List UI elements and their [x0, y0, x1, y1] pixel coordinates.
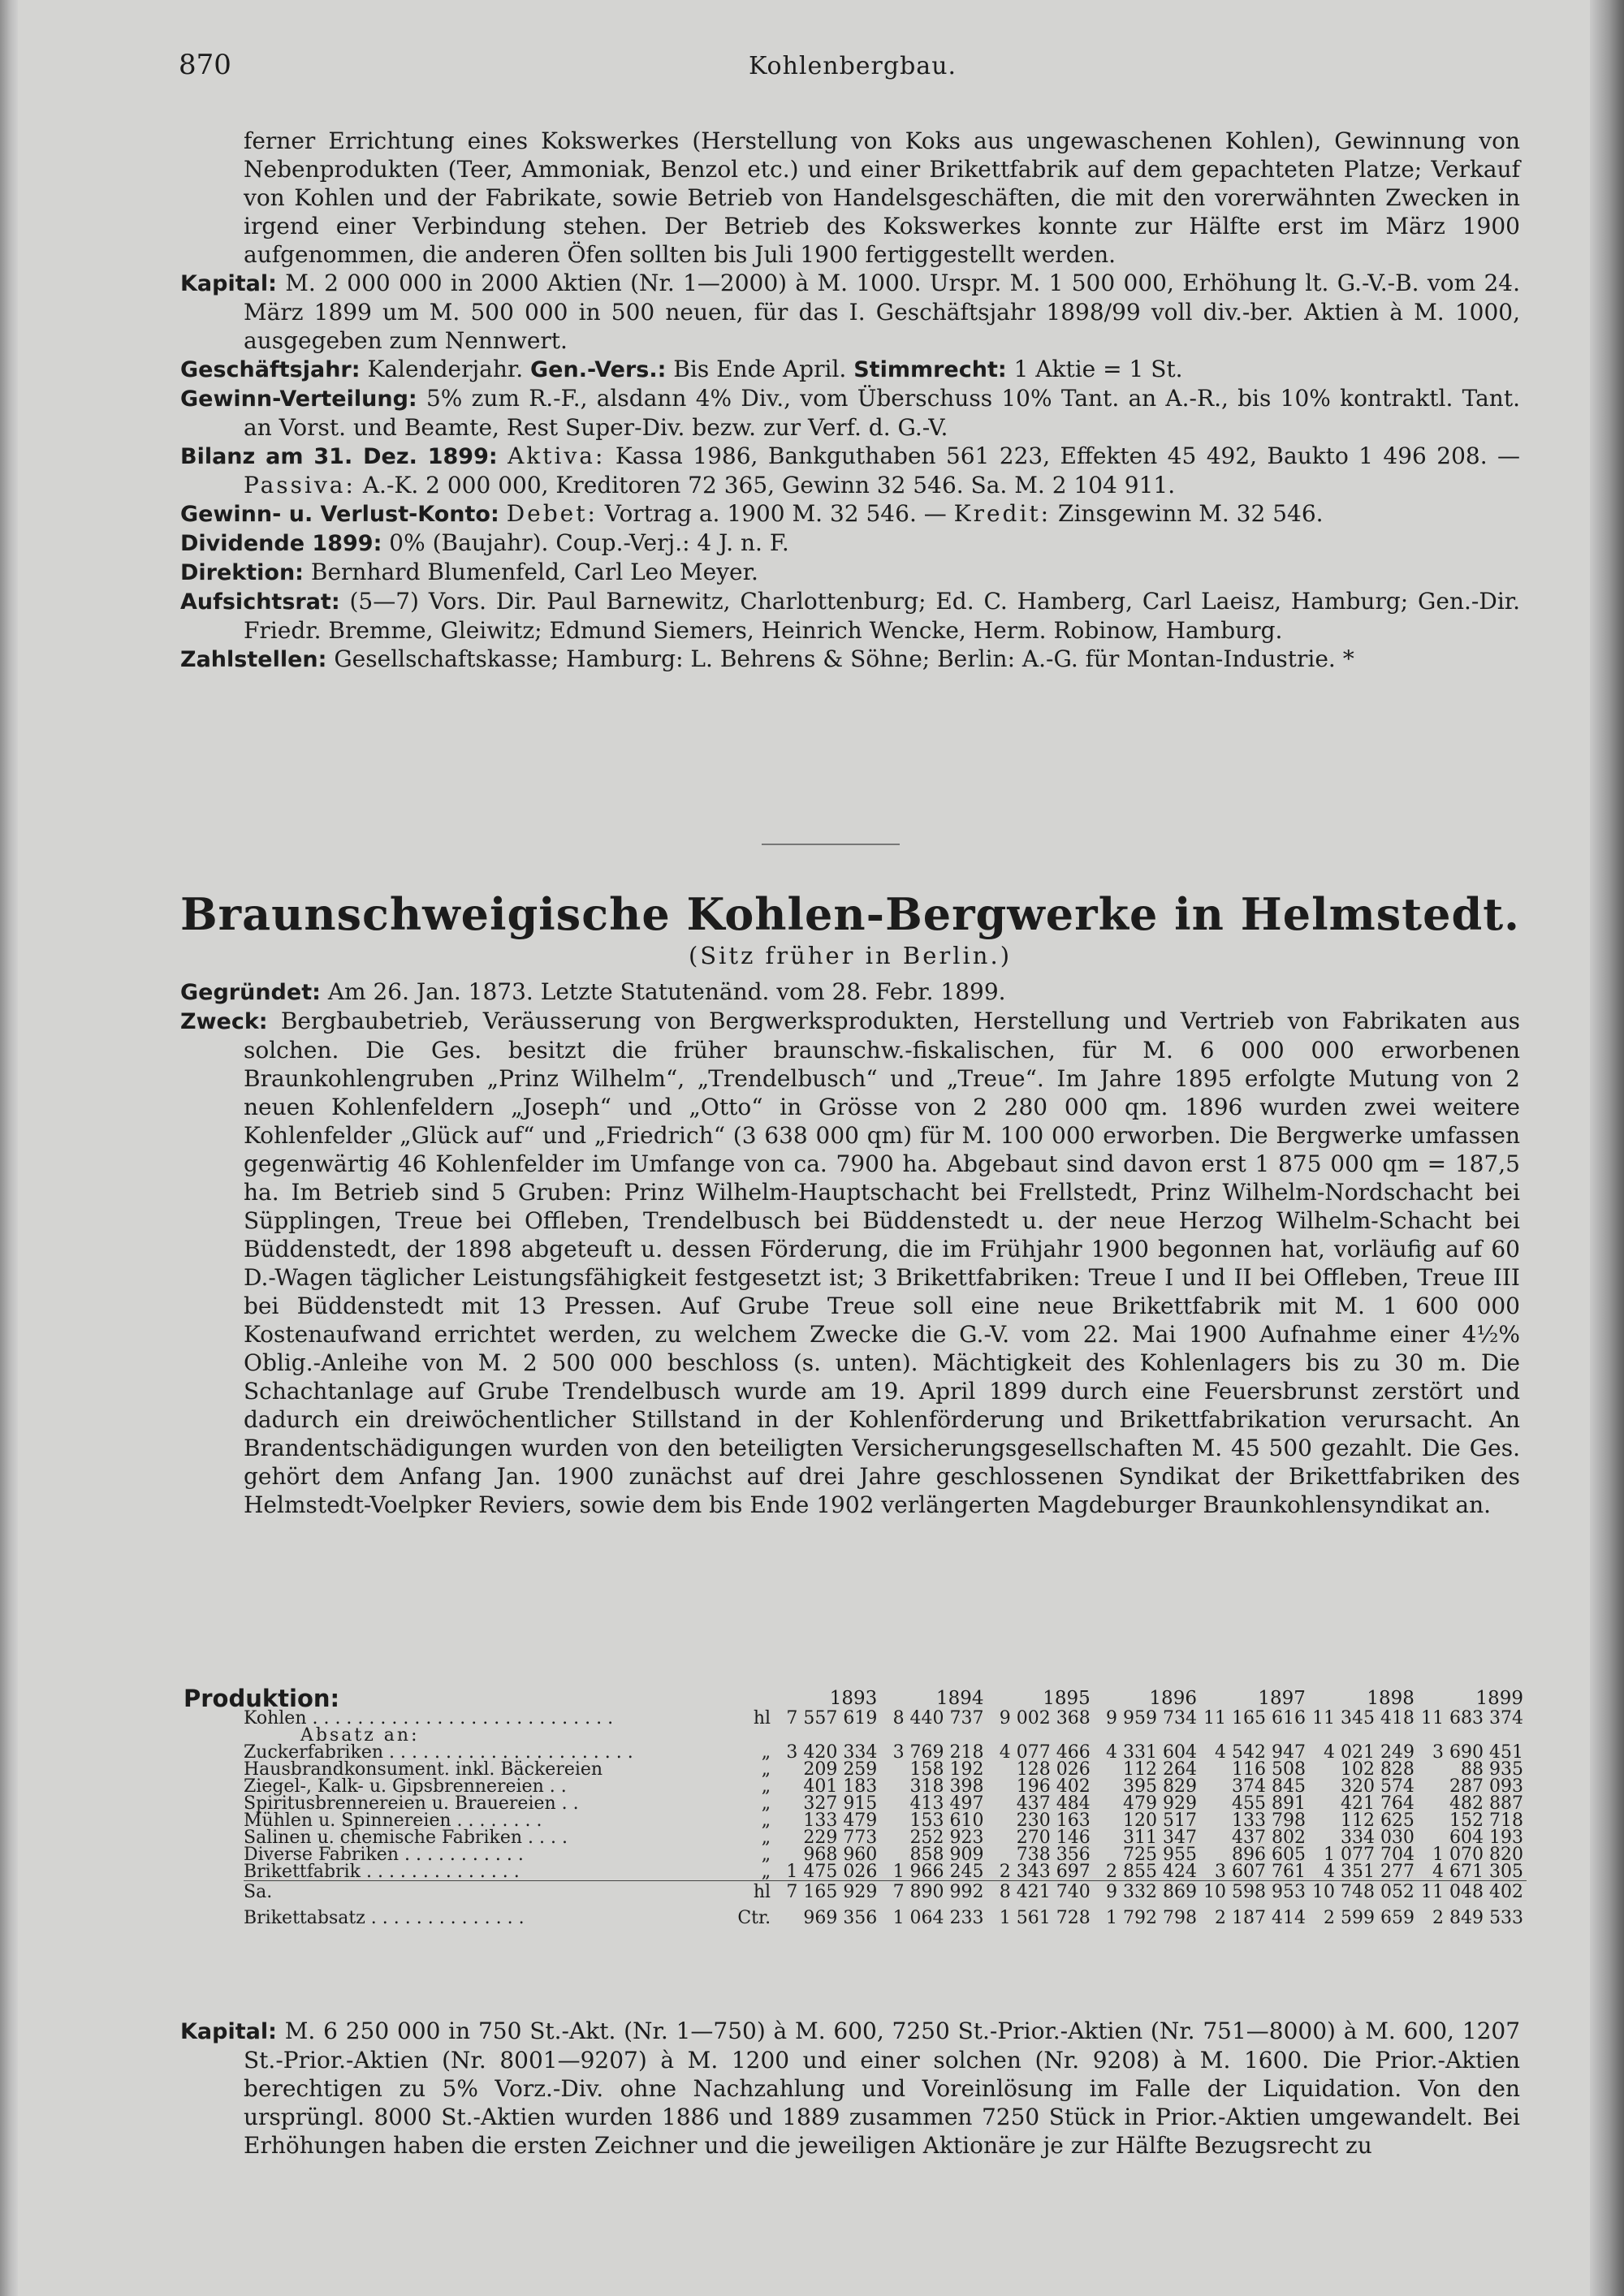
row-label: Sa.: [244, 1881, 734, 1905]
table-cell: 9 332 869: [1094, 1881, 1200, 1905]
table-cell: 252 923: [909, 1828, 984, 1848]
table-cell: [774, 1727, 880, 1744]
row-unit: Ctr.: [737, 1908, 771, 1928]
table-cell: 437 802: [1231, 1828, 1306, 1848]
table-cell: 311 347: [1122, 1828, 1197, 1848]
table-cell: 153 610: [909, 1810, 984, 1831]
table-cell: 10 748 052: [1309, 1881, 1418, 1905]
table-cell: 209 259: [803, 1759, 878, 1780]
zweck-label: Zweck:: [180, 1009, 268, 1034]
gegruendet: [180, 978, 1520, 1007]
aufsichtsrat-label: Aufsichtsrat:: [180, 589, 340, 615]
table-cell: 152 718: [1449, 1810, 1523, 1831]
table-cell: 2 343 697: [999, 1862, 1091, 1882]
year-header-row: [244, 1687, 1527, 1710]
zweck: [180, 1007, 1520, 1519]
company-kapital-label: Kapital:: [180, 2019, 277, 2044]
table-row: [244, 1778, 1527, 1795]
stimmrecht-text: 1 Aktie = 1 St.: [1013, 356, 1183, 382]
table-row: [244, 1727, 1527, 1744]
table-cell: 1 561 728: [999, 1908, 1091, 1928]
prev-kapital-label: Kapital:: [180, 271, 277, 296]
table-cell: [987, 1727, 1094, 1744]
prev-zahlstellen: [180, 645, 1520, 674]
table-cell: 8 421 740: [987, 1881, 1094, 1905]
year-header: 1893: [829, 1687, 878, 1709]
table-cell: 4 331 604: [1106, 1742, 1197, 1763]
zahlstellen-text: Gesellschaftskasse; Hamburg: L. Behrens & Söhne; Berlin: A.-G. für Montan-Industrie. *: [334, 645, 1354, 672]
table-cell: 858 909: [909, 1845, 984, 1865]
row-unit: „: [761, 1776, 771, 1797]
year-header: 1896: [1149, 1687, 1197, 1709]
year-header: 1894: [935, 1687, 984, 1709]
table-row: [244, 1881, 1527, 1905]
table-cell: 196 402: [1016, 1776, 1091, 1797]
guv-debet-label: Debet:: [506, 500, 598, 527]
gegruendet-text: Am 26. Jan. 1873. Letzte Statutenänd. vom 28. Febr. 1899.: [327, 978, 1006, 1005]
table-cell: 320 574: [1340, 1776, 1415, 1797]
dividende-text: 0% (Baujahr). Coup.-Verj.: 4 J. n. F.: [389, 529, 789, 556]
table-cell: 738 356: [1016, 1845, 1091, 1865]
row-label: Hausbrandkonsument. inkl. Bäckereien: [244, 1759, 603, 1780]
company-entry: [180, 978, 1520, 1519]
company-kapital: [180, 2017, 1520, 2160]
prev-kapital: [180, 269, 1520, 355]
table-cell: 120 517: [1122, 1810, 1197, 1831]
table-cell: [880, 1727, 987, 1744]
row-unit: „: [761, 1828, 771, 1848]
guv-debet-text: Vortrag a. 1900 M. 32 546. —: [604, 500, 947, 527]
row-unit: „: [761, 1862, 771, 1882]
prev-aufsichtsrat: [180, 587, 1520, 645]
table-cell: 4 351 277: [1323, 1862, 1415, 1882]
table-cell: 158 192: [909, 1759, 984, 1780]
page-number: 870: [179, 49, 231, 81]
table-cell: 1 077 704: [1323, 1845, 1415, 1865]
table-cell: 604 193: [1449, 1828, 1523, 1848]
table-cell: 437 484: [1016, 1793, 1091, 1814]
zweck-continuation: ferner Errichtung eines Kokswerkes (Herstellung von Koks aus ungewaschenen Kohlen), Gewinnung von Nebenprodukten (Teer, Ammoniak, Benzol etc.) und einer Brikettfabrik auf dem gepachteten Platze; Verkauf von Kohlen und der Fabrikate, sowie Betrieb von Handelsgeschäften, die mit den vorerwähnten Zwecken in irgend einer Verbindung stehen. Der Betrieb des Kokswerkes konnte zur Hälfte erst im März 1900 aufgenommen, die anderen Öfen sollten bis Juli 1900 fertiggestellt werden.: [244, 127, 1520, 268]
table-cell: 2 599 659: [1323, 1908, 1415, 1928]
table-cell: 116 508: [1231, 1759, 1306, 1780]
prev-guv: [180, 499, 1520, 529]
table-cell: 455 891: [1231, 1793, 1306, 1814]
table-cell: 3 607 761: [1214, 1862, 1306, 1882]
table-row: [244, 1829, 1527, 1846]
zahlstellen-label: Zahlstellen:: [180, 647, 327, 672]
table-cell: 4 542 947: [1214, 1742, 1306, 1763]
table-cell: 896 605: [1231, 1845, 1306, 1865]
prev-direktion: [180, 558, 1520, 587]
table-row: [244, 1846, 1527, 1863]
gewv-text: 5% zum R.-F., alsdann 4% Div., vom Überschuss 10% Tant. an A.-R., bis 10% kontraktl. Tant. an Vorst. und Beamte, Rest Super-Div. bezw. zur Verf. d. G.-V.: [244, 385, 1520, 441]
table-cell: 3 690 451: [1432, 1742, 1523, 1763]
row-label: Spiritusbrennereien u. Brauereien . .: [244, 1793, 579, 1814]
row-label: Zuckerfabriken . . . . . . . . . . . . . . . . . . . . . .: [244, 1742, 633, 1763]
table-cell: 133 798: [1231, 1810, 1306, 1831]
guv-kredit-text: Zinsgewinn M. 32 546.: [1058, 500, 1324, 527]
table-cell: 334 030: [1340, 1828, 1415, 1848]
table-cell: [1418, 1727, 1527, 1744]
table-cell: 7 165 929: [774, 1881, 880, 1905]
row-label: Mühlen u. Spinnereien . . . . . . . .: [244, 1810, 542, 1831]
row-label: Absatz an:: [300, 1725, 420, 1746]
table-cell: 2 849 533: [1432, 1908, 1523, 1928]
direktion-label: Direktion:: [180, 560, 304, 585]
table-cell: 1 966 245: [892, 1862, 984, 1882]
produktion-label: Produktion:: [184, 1685, 340, 1712]
page-right-edge: [1590, 0, 1624, 2296]
table-cell: 9 002 368: [999, 1708, 1091, 1728]
table-cell: 482 887: [1449, 1793, 1523, 1814]
row-unit: „: [761, 1742, 771, 1763]
table-cell: 230 163: [1016, 1810, 1091, 1831]
production-table: [244, 1687, 1527, 1933]
table-cell: 413 497: [909, 1793, 984, 1814]
table-cell: [1094, 1727, 1200, 1744]
previous-entry: [180, 127, 1520, 674]
section-divider: [762, 844, 900, 845]
stimmrecht-label: Stimmrecht:: [853, 357, 1007, 382]
row-unit: „: [761, 1759, 771, 1780]
row-unit: „: [761, 1793, 771, 1814]
table-cell: 11 165 616: [1203, 1708, 1306, 1728]
table-cell: 318 398: [909, 1776, 984, 1797]
running-title: Kohlenbergbau.: [748, 52, 957, 80]
prev-kapital-text: M. 2 000 000 in 2000 Aktien (Nr. 1—2000) à M. 1000. Urspr. M. 1 500 000, Erhöhung lt. G.-V.-B. vom 24. März 1899 um M. 500 000 in 500 neuen, für das I. Geschäftsjahr 1898/99 voll div.-ber. Aktien à M. 1000, ausgegeben zum Nennwert.: [244, 270, 1520, 354]
row-label: Brikettabsatz . . . . . . . . . . . . . .: [244, 1908, 525, 1928]
bilanz-label: Bilanz am 31. Dez. 1899:: [180, 444, 498, 469]
table-cell: 1 792 798: [1106, 1908, 1197, 1928]
table-cell: 374 845: [1231, 1776, 1306, 1797]
table-cell: 7 890 992: [880, 1881, 987, 1905]
table-cell: 2 855 424: [1106, 1862, 1197, 1882]
table-row: [244, 1795, 1527, 1812]
table-cell: 4 077 466: [999, 1742, 1091, 1763]
prev-dividende: [180, 529, 1520, 558]
table-cell: 401 183: [803, 1776, 878, 1797]
table-cell: 1 070 820: [1432, 1845, 1523, 1865]
page-header: [179, 49, 1527, 89]
dividende-label: Dividende 1899:: [180, 531, 382, 556]
year-header: 1899: [1475, 1687, 1523, 1709]
guv-label: Gewinn- u. Verlust-Konto:: [180, 502, 499, 527]
table-cell: 4 021 249: [1323, 1742, 1415, 1763]
table-cell: 395 829: [1122, 1776, 1197, 1797]
table-cell: 4 671 305: [1432, 1862, 1523, 1882]
header-spacer: [734, 1687, 774, 1710]
table-cell: 421 764: [1340, 1793, 1415, 1814]
table-cell: 229 773: [803, 1828, 878, 1848]
table-cell: 88 935: [1461, 1759, 1523, 1780]
row-unit: hl: [734, 1881, 774, 1905]
table-cell: 11 683 374: [1421, 1708, 1523, 1728]
page-left-edge: [0, 0, 18, 2296]
table-cell: 479 929: [1122, 1793, 1197, 1814]
table-row: [244, 1812, 1527, 1829]
table-cell: 7 557 619: [786, 1708, 878, 1728]
row-unit: [734, 1727, 774, 1744]
bilanz-aktiva-label: Aktiva:: [508, 442, 606, 469]
gj-label: Geschäftsjahr:: [180, 357, 361, 382]
table-cell: [1200, 1727, 1309, 1744]
table-cell: 3 420 334: [786, 1742, 878, 1763]
row-unit: hl: [753, 1708, 771, 1728]
table-cell: 287 093: [1449, 1776, 1523, 1797]
company-subtitle: (Sitz früher in Berlin.): [688, 942, 1013, 969]
company-title: Braunschweigische Kohlen-Bergwerke in Helmstedt.: [180, 888, 1520, 940]
table-cell: 112 264: [1122, 1759, 1197, 1780]
bilanz-aktiva-text: Kassa 1986, Bankguthaben 561 223, Effekten 45 492, Baukto 1 496 208. —: [615, 442, 1521, 469]
year-header: 1895: [1043, 1687, 1091, 1709]
table-cell: 1 475 026: [786, 1862, 878, 1882]
row-label: Ziegel-, Kalk- u. Gipsbrennereien . .: [244, 1776, 567, 1797]
table-cell: 11 345 418: [1311, 1708, 1415, 1728]
bilanz-passiva-text: A.-K. 2 000 000, Kreditoren 72 365, Gewinn 32 546. Sa. M. 2 104 911.: [362, 472, 1176, 498]
year-header: 1897: [1258, 1687, 1306, 1709]
row-label: Diverse Fabriken . . . . . . . . . . .: [244, 1845, 524, 1865]
table-row: [244, 1904, 1527, 1933]
table-cell: 112 625: [1340, 1810, 1415, 1831]
table-cell: 3 769 218: [892, 1742, 984, 1763]
gewv-label: Gewinn-Verteilung:: [180, 386, 417, 412]
table-cell: [1309, 1727, 1418, 1744]
table-cell: 1 064 233: [892, 1908, 984, 1928]
table-cell: 11 048 402: [1418, 1881, 1527, 1905]
table-cell: 969 356: [803, 1908, 878, 1928]
table-cell: 8 440 737: [892, 1708, 984, 1728]
gegruendet-label: Gegründet:: [180, 980, 321, 1005]
table-cell: 2 187 414: [1214, 1908, 1306, 1928]
row-label: Kohlen . . . . . . . . . . . . . . . . . . . . . . . . . . .: [244, 1708, 614, 1728]
year-header: 1898: [1367, 1687, 1415, 1709]
aufsichtsrat-text: (5—7) Vors. Dir. Paul Barnewitz, Charlottenburg; Ed. C. Hamberg, Carl Laeisz, Hamburg; Gen.-Dir. Friedr. Bremme, Gleiwitz; Edmund Siemers, Heinrich Wencke, Herm. Robinow, Hamburg.: [244, 588, 1520, 644]
table-row: [244, 1710, 1527, 1727]
prev-geschaeftsjahr: [180, 355, 1520, 384]
table-cell: 725 955: [1122, 1845, 1197, 1865]
table-cell: 327 915: [803, 1793, 878, 1814]
table-cell: 133 479: [803, 1810, 878, 1831]
row-unit: „: [761, 1845, 771, 1865]
table-cell: 10 598 953: [1200, 1881, 1309, 1905]
table-row: [244, 1744, 1527, 1761]
guv-kredit-label: Kredit:: [953, 500, 1052, 527]
table-row: [244, 1761, 1527, 1778]
table-cell: 968 960: [803, 1845, 878, 1865]
gv-label: Gen.-Vers.:: [530, 357, 667, 382]
zweck-text: Bergbaubetrieb, Veräusserung von Bergwerksprodukten, Herstellung und Vertrieb von Fabrikaten aus solchen. Die Ges. besitzt die früher braunschw.-fiskalischen, für M. 6 000 000 erworbenen Braunkohlengruben „Prinz Wilhelm“, „Trendelbusch“ und „Treue“. Im Jahre 1895 erfolgte Mutung von 2 neuen Kohlenfeldern „Joseph“ und „Otto“ in Grösse von 2 280 000 qm. 1896 wurden zwei weitere Kohlenfelder „Glück auf“ und „Friedrich“ (3 638 000 qm) für M. 100 000 erworben. Die Bergwerke umfassen gegenwärtig 46 Kohlenfelder im Umfange von ca. 7900 ha. Abgebaut sind davon erst 1 875 000 qm = 187,5 ha. Im Betrieb sind 5 Gruben: Prinz Wilhelm-Hauptschacht bei Frellstedt, Prinz Wilhelm-Nordschacht bei Süpplingen, Treue bei Offleben, Trendelbusch bei Büddenstedt u. der neue Herzog Wilhelm-Schacht bei Büddenstedt, der 1898 abgeteuft u. dessen Förderung, die im Frühjahr 1900 begonnen hat, vorläufig auf 60 D.-Wagen täglicher Leistungsfähigkeit festgesetzt ist; 3 Brikettfabriken: Treue I und II bei Offleben, Treue III bei Büddenstedt mit 13 Pressen. Auf Grube Treue soll eine neue Brikettfabrik mit M. 1 600 000 Kostenaufwand errichtet werden, zu welchem Zwecke die G.-V. vom 22. Mai 1900 Aufnahme einer 4½% Oblig.-Anleihe von M. 2 500 000 beschloss (s. unten). Mächtigkeit des Kohlenlagers bis zu 30 m. Die Schachtanlage auf Grube Trendelbusch wurde am 19. April 1899 durch eine Feuersbrunst zerstört und dadurch ein dreiwöchentlicher Stillstand in der Kohlenförderung und Brikettfabrikation verursacht. An Brandentschädigungen wurden von den beteiligten Versicherungsgesellschaften M. 45 500 gezahlt. Die Ges. gehört dem Anfang Jan. 1900 zunächst auf drei Jahre geschlossenen Syndikat der Brikettfabriken des Helmstedt-Voelpker Reviers, sowie dem bis Ende 1902 verlängerten Magdeburger Braunkohlensyndikat an.: [244, 1008, 1520, 1518]
gj-text: Kalenderjahr.: [367, 356, 524, 382]
row-unit: „: [761, 1810, 771, 1831]
gv-text: Bis Ende April.: [673, 356, 847, 382]
row-label: Salinen u. chemische Fabriken . . . .: [244, 1828, 568, 1848]
table-row: [244, 1863, 1527, 1881]
table-cell: 128 026: [1016, 1759, 1091, 1780]
prev-bilanz: [180, 442, 1520, 499]
table-cell: 102 828: [1340, 1759, 1415, 1780]
table-cell: 9 959 734: [1106, 1708, 1197, 1728]
table-cell: 270 146: [1016, 1828, 1091, 1848]
prev-gewinn-verteilung: [180, 384, 1520, 442]
bilanz-passiva-label: Passiva:: [244, 472, 356, 498]
direktion-text: Bernhard Blumenfeld, Carl Leo Meyer.: [310, 559, 758, 585]
row-label: Brikettfabrik . . . . . . . . . . . . . .: [244, 1862, 520, 1882]
header-spacer: [244, 1687, 734, 1710]
company-kapital-text: M. 6 250 000 in 750 St.-Akt. (Nr. 1—750) à M. 600, 7250 St.-Prior.-Aktien (Nr. 751—8000) à M. 600, 1207 St.-Prior.-Aktien (Nr. 8001—9207) à M. 1200 und einer solchen (Nr. 9208) à M. 1600. Die Prior.-Aktien berechtigen zu 5% Vorz.-Div. ohne Nachzahlung und Voreinlösung im Falle der Liquidation. Von den ursprüngl. 8000 St.-Aktien wurden 1886 und 1889 zusammen 7250 Stück in Prior.-Aktien umgewandelt. Bei Erhöhungen haben die ersten Zeichner und die jeweiligen Aktionäre je zur Hälfte Bezugsrecht zu: [244, 2018, 1521, 2159]
company-kapital-block: [180, 2017, 1520, 2160]
